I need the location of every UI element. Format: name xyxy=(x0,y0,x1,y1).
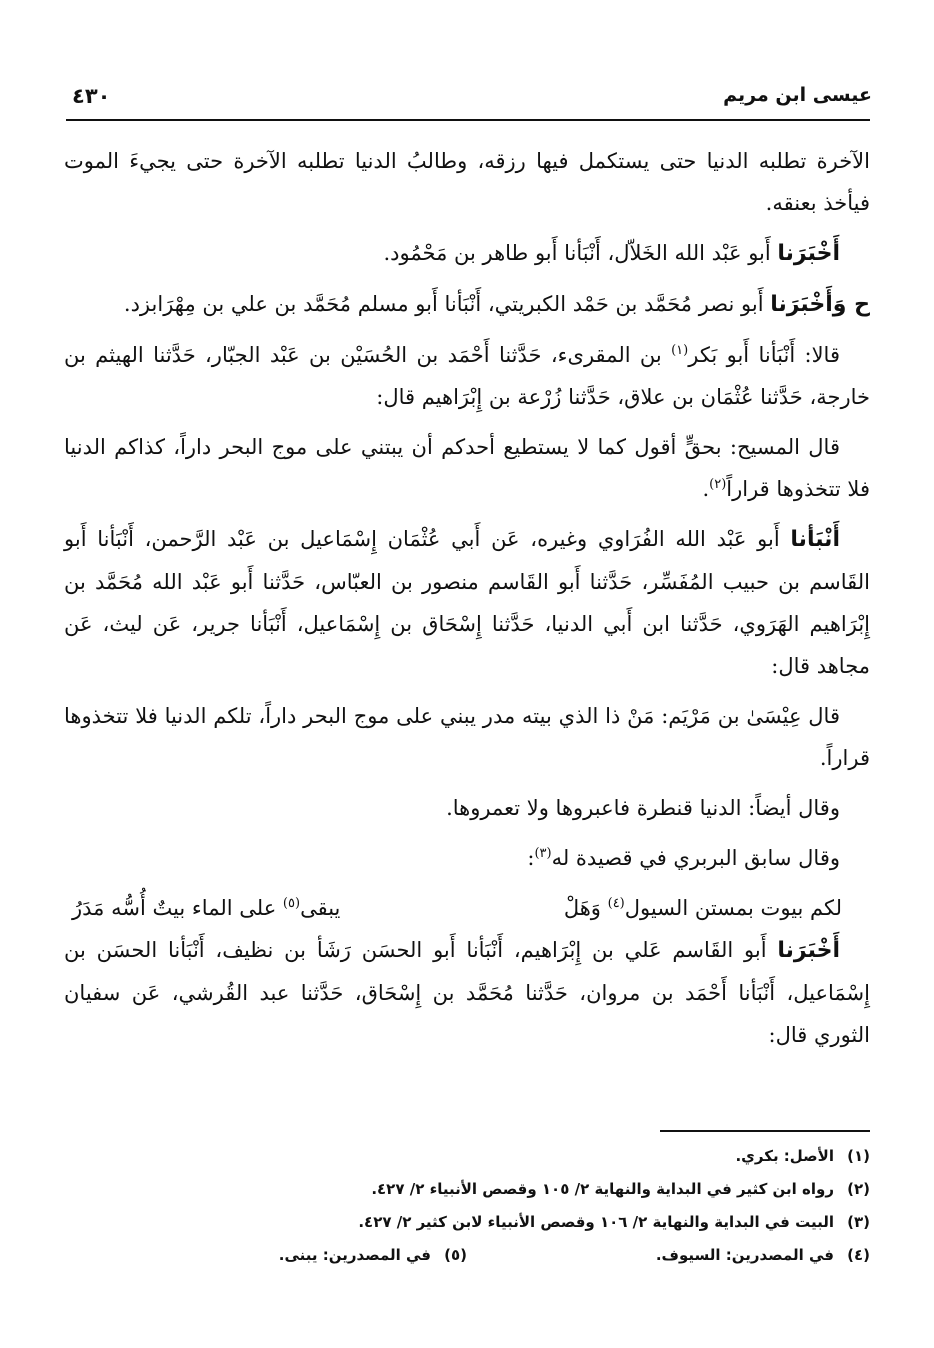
footnote-2 xyxy=(64,1173,870,1206)
paragraph-2 xyxy=(64,232,870,275)
footnote-number: (١) xyxy=(847,1147,870,1165)
header-rule xyxy=(66,119,870,121)
paragraph-text: أَبو عَبْد الله الخَلاّل، أَنْبَأنا أَبو طاهر بن مَحْمُود. xyxy=(383,241,778,265)
paragraph-3 xyxy=(64,283,870,326)
isnad-keyword: أَخْبَرَنا xyxy=(777,938,840,963)
verse-text: وَهَلْ xyxy=(563,896,608,920)
footnote-number: (٢) xyxy=(847,1180,870,1198)
verse-text: يبقى xyxy=(300,896,341,920)
verse-text: لكم بيوت بمستن السيول xyxy=(624,896,842,920)
running-header-title: عيسى ابن مريم xyxy=(723,84,872,106)
paragraph-text: قال المسيح: بحقٍّ أقول كما لا يستطيع أحدكم أن يبتني على موج البحر داراً، كذاكم الدنيا فلا تتخذوها قراراً xyxy=(64,435,870,501)
paragraph-4 xyxy=(64,334,870,418)
isnad-keyword: وَأَخْبَرَنا xyxy=(770,292,847,317)
footnote-text: الأصل: بكري. xyxy=(735,1147,834,1165)
paragraph-1: الآخرة تطلبه الدنيا حتى يستكمل فيها رزقه، وطالبُ الدنيا تطلبه الآخرة حتى يجيءَ الموت فيأخذ بعنقه. xyxy=(64,149,870,215)
isnad-keyword: أَخْبَرَنا xyxy=(777,241,840,266)
isnad-keyword: أَنْبَأنا xyxy=(790,527,840,552)
footnote-1 xyxy=(64,1140,870,1173)
paragraph-10 xyxy=(64,929,870,1056)
footnote-4 xyxy=(467,1239,870,1272)
footnote-number: (٤) xyxy=(847,1246,870,1264)
footnote-ref-4[interactable]: (٤) xyxy=(607,896,625,911)
paragraph-6 xyxy=(64,518,870,687)
paragraph-5 xyxy=(64,426,870,510)
footnote-text: في المصدرين: السيوف. xyxy=(655,1246,834,1264)
paragraph-text: بن المقرىء، حَدَّثنا أَحْمَد بن الحُسَيْن بن عَبْد الجبّار، حَدَّثنا الهيثم بن خارجة، حَدَّثنا عُثْمَان بن علاق، حَدَّثنا زُرْعة بن إِبْرَاهيم قال: xyxy=(64,343,870,409)
footnote-ref-3[interactable]: (٣) xyxy=(534,846,552,861)
footnote-ref-1[interactable]: (١) xyxy=(671,343,689,358)
page-number: ٤٣٠ xyxy=(72,84,111,108)
verse-first-hemistich xyxy=(564,887,842,929)
paragraph-text: أَبو عَبْد الله الفُرَاوي وغيره، عَن أَبي عُثْمَان إِسْمَاعيل بن عَبْد الرَّحمن، أَنْبَأنا أَبو القَاسم بن حبيب المُفَسِّر، حَدَّثنا أَبو القَاسم منصور بن العبّاس، حَدَّثنا أَبو عَبْد الله مُحَمَّد بن إِبْرَاهيم الهَرَوي، حَدَّثنا ابن أَبي الدنيا، حَدَّثنا إِسْحَاق بن إِسْمَاعيل، أَنْبَأنا جرير، عَن ليث، عَن مجاهد قال: xyxy=(64,527,870,678)
footnotes xyxy=(64,1140,870,1272)
footnote-ref-5[interactable]: (٥) xyxy=(282,896,301,911)
paragraph-text: قالا: أَنْبَأنا أَبو بَكر xyxy=(688,343,840,367)
footnote-text: رواه ابن كثير في البداية والنهاية ٢/ ١٠٥ وقصص الأنبياء ٢/ ٤٢٧. xyxy=(371,1180,834,1198)
paragraph-7: قال عِيْسَىٰ بن مَرْيَم: مَنْ ذا الذي بيته مدر يبني على موج البحر داراً، تلكم الدنيا فلا تتخذوها قراراً. xyxy=(64,704,870,770)
footnote-ref-2[interactable]: (٢) xyxy=(709,477,727,492)
verse-text: على الماء بيتٌ أُسُّه مَدَرُ xyxy=(72,896,283,920)
footnote-row xyxy=(64,1239,870,1272)
footnote-text: البيت في البداية والنهاية ٢/ ١٠٦ وقصص الأنبياء لابن كثير ٢/ ٤٢٧. xyxy=(358,1213,834,1231)
footnote-number: (٥) xyxy=(444,1246,467,1264)
footnote-3 xyxy=(64,1206,870,1239)
paragraph-8: وقال أيضاً: الدنيا قنطرة فاعبروها ولا تعمروها. xyxy=(446,796,840,820)
paragraph-text: أَبو نصر مُحَمَّد بن حَمْد الكبريتي، أَنْبَأنا أَبو مسلم مُحَمَّد بن علي بن مِهْرَابزد. xyxy=(123,292,771,316)
footnote-number: (٣) xyxy=(847,1213,870,1231)
paragraph-text: وقال سابق البربري في قصيدة له xyxy=(551,846,840,870)
footnote-text: في المصدرين: يبنى. xyxy=(278,1246,431,1264)
verse-second-hemistich xyxy=(72,887,340,929)
footnote-5 xyxy=(64,1239,467,1272)
poetry-verse xyxy=(64,887,870,929)
paragraph-end: : xyxy=(527,846,535,870)
paragraph-text: أَبو القَاسم عَلي بن إِبْرَاهيم، أَنْبَأنا أَبو الحسَن رَشَأ بن نظيف، أَنْبَأنا الحسَن بن إِسْمَاعيل، أَنْبَأنا أَحْمَد بن مروان، حَدَّثنا مُحَمَّد بن إِسْحَاق، حَدَّثنا عبد القُرشي، عَن سفيان الثوري قال: xyxy=(64,938,870,1047)
footnote-separator xyxy=(660,1130,870,1132)
paragraph-end: . xyxy=(702,477,710,501)
main-text xyxy=(64,140,870,1064)
ha-marker: ح xyxy=(846,292,870,317)
paragraph-9 xyxy=(64,837,870,879)
